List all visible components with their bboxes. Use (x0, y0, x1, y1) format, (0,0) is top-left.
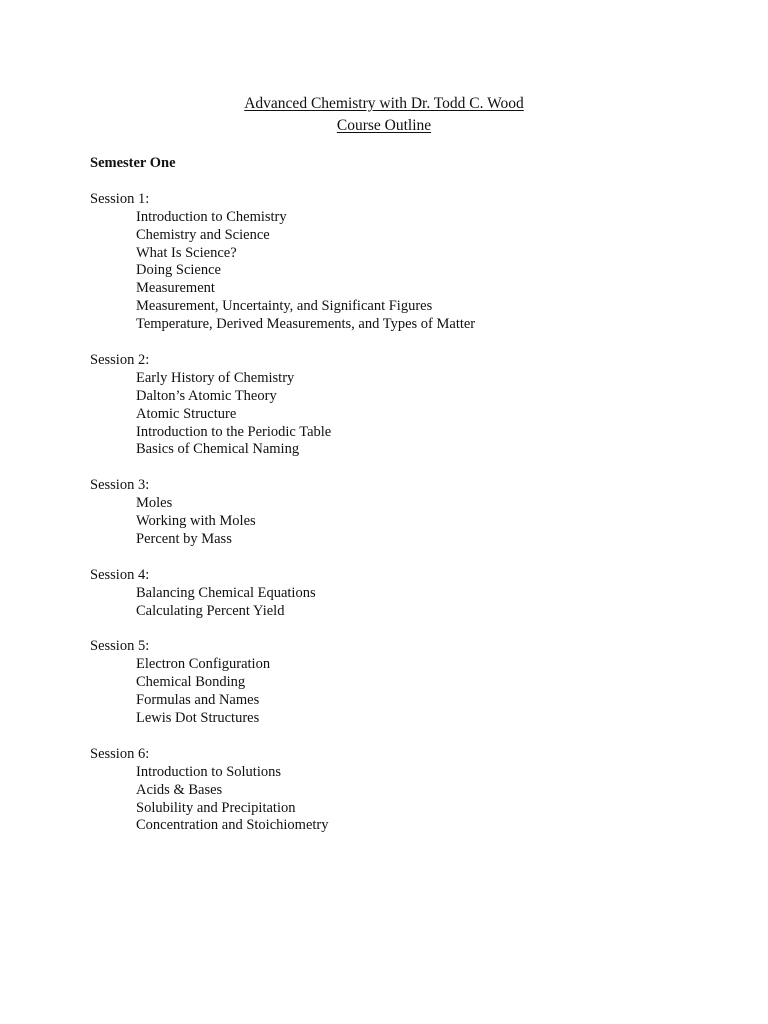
topic-item: Measurement, Uncertainty, and Significant Figures (136, 298, 433, 315)
topic-item: Chemical Bonding (136, 674, 246, 691)
semester-heading: Semester One (90, 155, 176, 171)
topic-item: Basics of Chemical Naming (136, 441, 300, 458)
topic-item: Early History of Chemistry (136, 369, 295, 386)
topic-item: Moles (136, 495, 173, 512)
topic-item: Electron Configuration (136, 656, 271, 673)
session-heading: Session 4: (90, 566, 150, 583)
topic-item: Introduction to Chemistry (136, 208, 287, 225)
topic-list (90, 585, 710, 621)
title-line-2: Course Outline (336, 117, 432, 134)
session-block (90, 477, 710, 549)
session-block (90, 567, 710, 621)
topic-list (90, 764, 710, 836)
session-heading: Session 1: (90, 190, 150, 207)
session-block (90, 352, 710, 459)
topic-item: Acids & Bases (136, 781, 223, 798)
topic-item: Balancing Chemical Equations (136, 584, 316, 601)
topic-item: Concentration and Stoichiometry (136, 817, 329, 834)
topic-item: Solubility and Precipitation (136, 799, 296, 816)
document-title (0, 93, 768, 137)
topic-list (90, 495, 710, 549)
session-heading: Session 5: (90, 638, 150, 655)
topic-item: Temperature, Derived Measurements, and Types of Matter (136, 316, 476, 333)
session-block (90, 638, 710, 728)
topic-item: Formulas and Names (136, 692, 260, 709)
topic-item: Measurement (136, 280, 215, 297)
topic-item: Introduction to Solutions (136, 763, 281, 780)
topic-item: Atomic Structure (136, 405, 237, 422)
topic-list (90, 209, 710, 334)
outline-content (90, 155, 710, 853)
topic-list (90, 656, 710, 728)
title-line-1: Advanced Chemistry with Dr. Todd C. Wood (244, 95, 524, 112)
topic-item: Dalton’s Atomic Theory (136, 387, 277, 404)
session-block (90, 746, 710, 836)
topic-item: Calculating Percent Yield (136, 602, 285, 619)
topic-item: Lewis Dot Structures (136, 710, 260, 727)
topic-item: Doing Science (136, 262, 221, 279)
session-block (90, 191, 710, 334)
session-heading: Session 3: (90, 477, 150, 494)
topic-item: Percent by Mass (136, 530, 232, 547)
topic-list (90, 370, 710, 460)
topic-item: Introduction to the Periodic Table (136, 423, 332, 440)
session-heading: Session 2: (90, 351, 150, 368)
topic-item: Working with Moles (136, 513, 256, 530)
session-list (90, 191, 710, 836)
session-heading: Session 6: (90, 745, 150, 762)
topic-item: Chemistry and Science (136, 226, 270, 243)
topic-item: What Is Science? (136, 244, 237, 261)
